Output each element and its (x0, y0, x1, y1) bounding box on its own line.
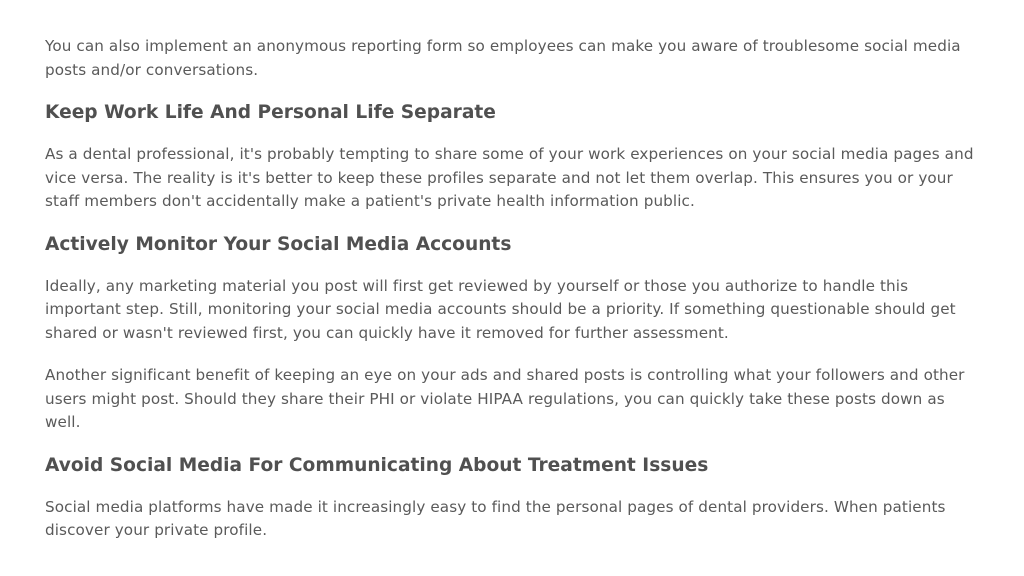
heading-keep-separate: Keep Work Life And Personal Life Separate (45, 102, 496, 123)
paragraph-keep-separate: As a dental professional, it's probably tempting to share some of your work experiences on your social media pages and vice versa. The reality is it's better to keep these profiles separate and not let them overlap. This ensures you or your staff members don't accidentally make a patient's private health information public. (45, 145, 974, 210)
heading-avoid-treatment-issues: Avoid Social Media For Communicating About Treatment Issues (45, 454, 709, 476)
paragraph-avoid-treatment-issues: Social media platforms have made it increasingly easy to find the personal pages of dental providers. When patients discover your private profile. (45, 497, 946, 539)
paragraph-monitor-review: Ideally, any marketing material you post will first get reviewed by yourself or those you authorize to handle this important step. Still, monitoring your social media accounts should be a priority. If something questionable should get shared or wasn't reviewed first, you can quickly have it removed for further assessment. (45, 276, 956, 342)
paragraph-monitor-benefit: Another significant benefit of keeping an eye on your ads and shared posts is controlling what your followers and other users might post. Should they share their PHI or violate HIPAA regulations, you can quickly take these posts down as well. (45, 366, 965, 431)
heading-monitor-accounts: Actively Monitor Your Social Media Accounts (45, 233, 512, 255)
article-body (45, 35, 985, 562)
paragraph-anonymous-reporting: You can also implement an anonymous reporting form so employees can make you aware of troublesome social media posts and/or conversations. (45, 37, 961, 79)
